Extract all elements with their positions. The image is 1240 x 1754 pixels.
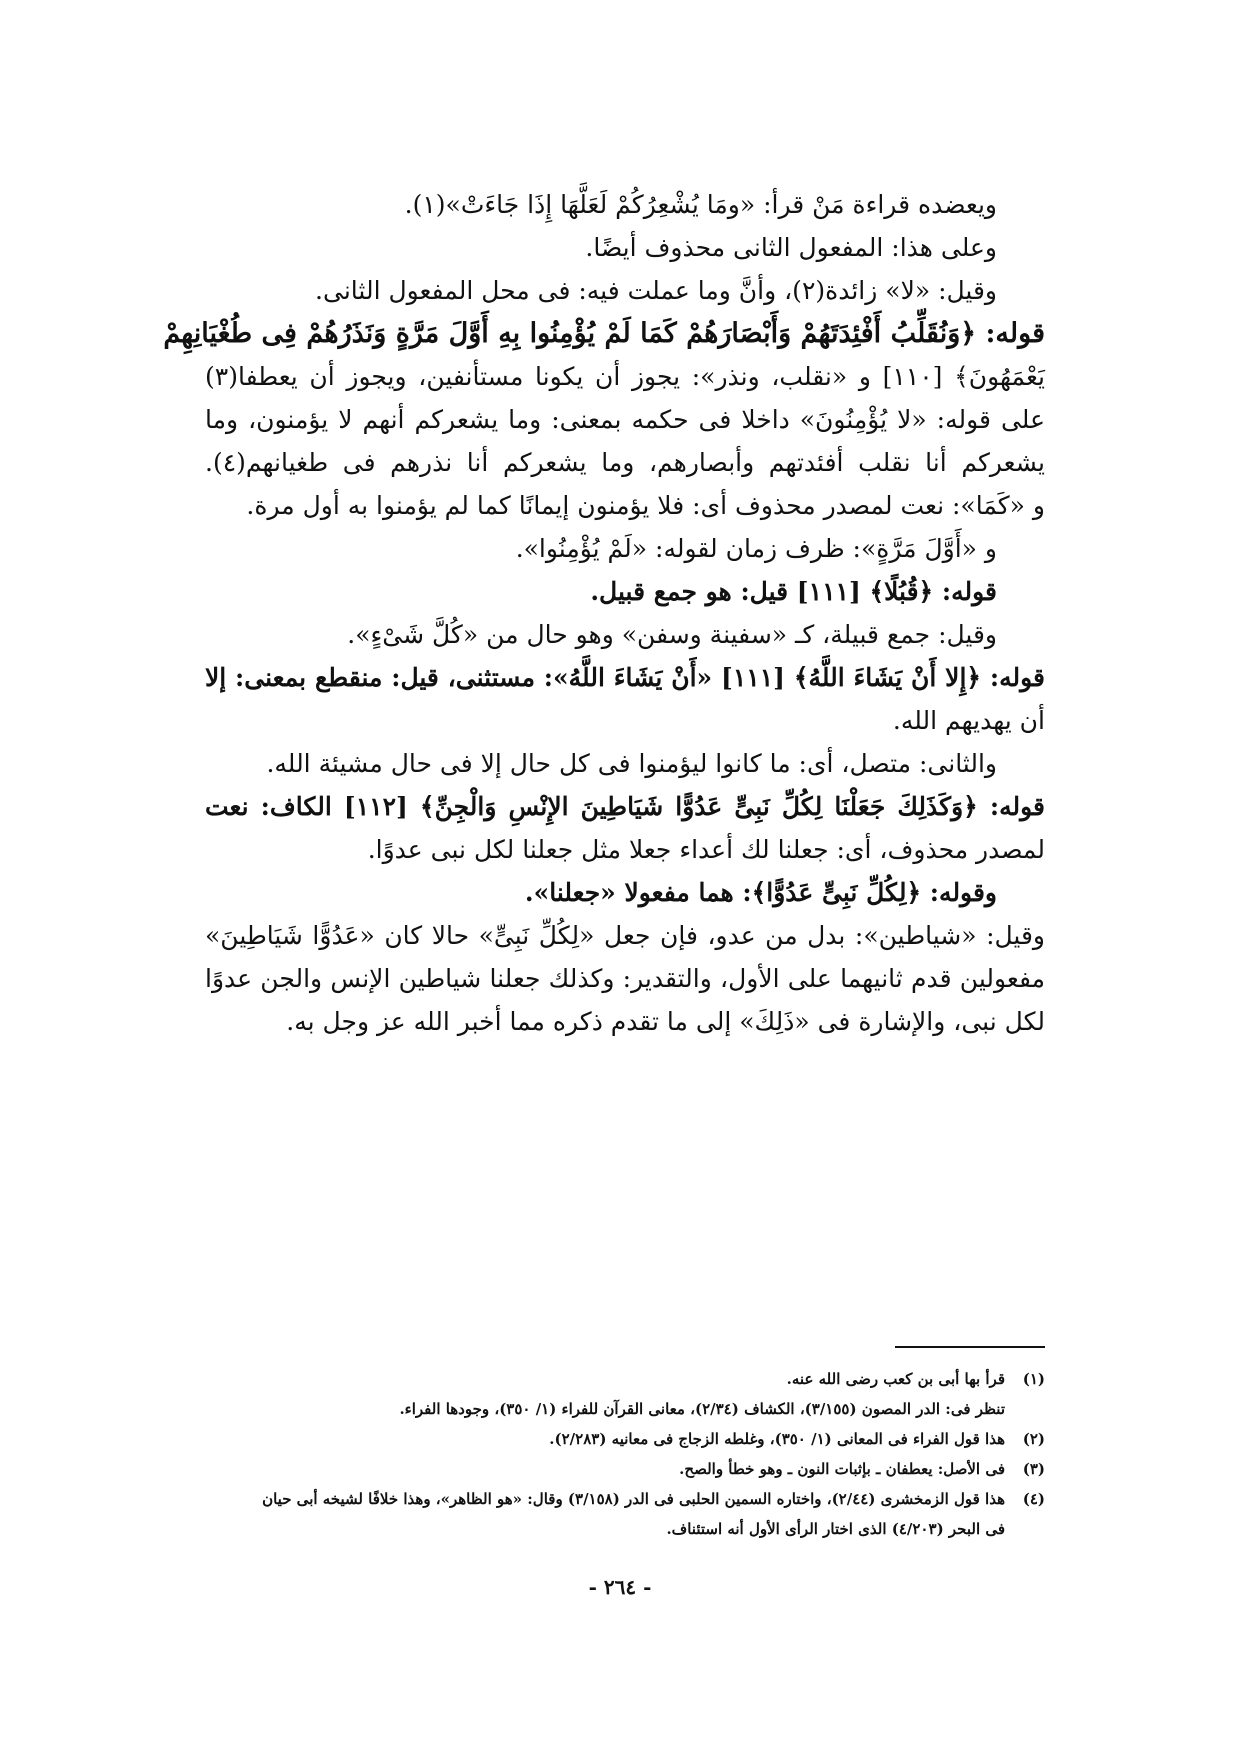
footnote-number: (٣): [1022, 1460, 1045, 1478]
text-line: ويعضده قراءة مَنْ قرأ: «ومَا يُشْعِرُكُمْ لَعَلَّهَا إِذَا جَاءَتْ»(١).: [404, 190, 997, 219]
text-line: مفعولين قدم ثانيهما على الأول، والتقدير: وكذلك جعلنا شياطين الإنس والجن عدوًا: [205, 964, 1045, 993]
footnote-number: (٤): [1022, 1490, 1045, 1508]
footnote: [205, 1364, 1045, 1394]
footnote: [205, 1394, 1045, 1424]
text-line: على قوله: «لا يُؤْمِنُونَ» داخلا فى حكمه بمعنى: وما يشعركم أنهم لا يؤمنون، وما: [205, 405, 1045, 434]
footnote-separator: [895, 1346, 1045, 1348]
text-line: يشعركم أنا نقلب أفئدتهم وأبصارهم، وما يشعركم أنا نذرهم فى طغيانهم(٤).: [205, 448, 1045, 477]
footnote: [205, 1484, 1045, 1514]
footnote-text: تنظر فى: الدر المصون (٣/١٥٥)، الكشاف (٢/٣٤)، معانى القرآن للفراء (١/ ٣٥٠)، وجودها الفراء.: [399, 1400, 1005, 1418]
footnote-number: (٢): [1022, 1430, 1045, 1448]
footnote-text: فى الأصل: يعطفان ـ بإثبات النون ـ وهو خطأ والصح.: [679, 1460, 1005, 1478]
footnotes: [205, 1364, 1045, 1544]
text-line: وقيل: «شياطين»: بدل من عدو، فإن جعل «لِكُلِّ نَبِىٍّ» حالا كان «عَدُوًّا شَيَاطِينَ»: [205, 921, 1045, 950]
text-line: قوله: ﴿وَنُقَلِّبُ أَفْئِدَتَهُمْ وَأَبْصَارَهُمْ كَمَا لَمْ يُؤْمِنُوا بِهِ أَوَّلَ مَرَّةٍ وَنَذَرُهُمْ فِى طُغْيَانِهِمْ: [163, 318, 1045, 349]
text-line: وقيل: جمع قبيلة، كـ «سفينة وسفن» وهو حال من «كُلَّ شَىْءٍ».: [347, 620, 997, 649]
text-line: وقوله: ﴿لِكُلِّ نَبِىٍّ عَدُوًّا﴾: هما مفعولا «جعلنا».: [524, 878, 997, 907]
footnote: [205, 1514, 1045, 1544]
main-text: [163, 183, 1045, 1043]
text-line: و «كَمَا»: نعت لمصدر محذوف أى: فلا يؤمنون إيمانًا كما لم يؤمنوا به أول مرة.: [246, 491, 1045, 520]
text-line: و «أَوَّلَ مَرَّةٍ»: ظرف زمان لقوله: «لَمْ يُؤْمِنُوا».: [515, 534, 997, 563]
text-line: أن يهديهم الله.: [892, 706, 1045, 735]
text-line: لمصدر محذوف، أى: جعلنا لك أعداء جعلا مثل جعلنا لكل نبى عدوًا.: [367, 835, 1045, 864]
footnote-number: (١): [1022, 1370, 1045, 1388]
text-line: قوله: ﴿وَكَذَلِكَ جَعَلْنَا لِكُلِّ نَبِىٍّ عَدُوًّا شَيَاطِينَ الإِنْسِ وَالْجِنِّ﴾ [١١٢] الكاف: نعت: [205, 792, 1045, 821]
text-line: والثانى: متصل، أى: ما كانوا ليؤمنوا فى كل حال إلا فى حال مشيئة الله.: [266, 749, 997, 778]
text-line: وعلى هذا: المفعول الثانى محذوف أيضًا.: [585, 233, 997, 262]
footnote: [205, 1454, 1045, 1484]
page-number: - ٢٦٤ -: [588, 1575, 652, 1599]
footnote-text: فى البحر (٤/٢٠٣) الذى اختار الرأى الأول أنه استئناف.: [666, 1520, 1005, 1538]
text-line: وقيل: «لا» زائدة(٢)، وأنَّ وما عملت فيه: فى محل المفعول الثانى.: [315, 276, 997, 305]
footnote-text: هذا قول الفراء فى المعانى (١/ ٣٥٠)، وغلطه الزجاج فى معانيه (٢/٢٨٣).: [549, 1430, 1005, 1448]
footnote: [205, 1424, 1045, 1454]
text-line: يَعْمَهُونَ﴾ [١١٠] و «نقلب، ونذر»: يجوز أن يكونا مستأنفين، ويجوز أن يعطفا(٣): [205, 362, 1045, 391]
footnote-text: قرأ بها أبى بن كعب رضى الله عنه.: [786, 1370, 1005, 1388]
text-line: قوله: ﴿قُبُلًا﴾ [١١١] قيل: هو جمع قبيل.: [590, 577, 997, 606]
text-line: لكل نبى، والإشارة فى «ذَلِكَ» إلى ما تقدم ذكره مما أخبر الله عز وجل به.: [286, 1007, 1045, 1036]
text-line: قوله: ﴿إِلا أَنْ يَشَاءَ اللَّهُ﴾ [١١١] «أَنْ يَشَاءَ اللَّهُ»: مستثنى، قيل: منقطع بمعنى: إلا: [205, 663, 1045, 692]
footnote-text: هذا قول الزمخشرى (٢/٤٤)، واختاره السمين الحلبى فى الدر (٣/١٥٨) وقال: «هو الظاهر»، وهذا خلافًا لشيخه أبى حيان: [262, 1490, 1005, 1508]
